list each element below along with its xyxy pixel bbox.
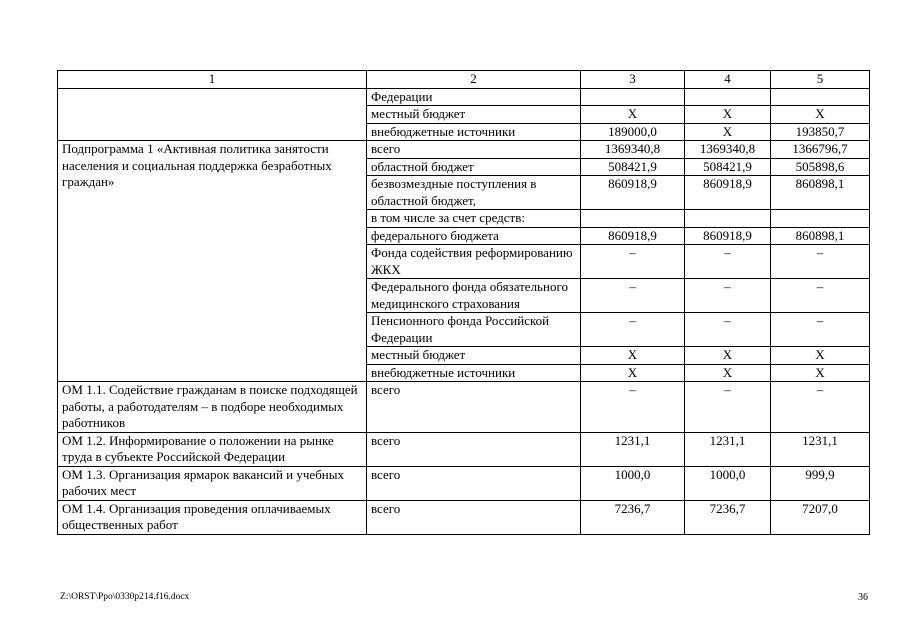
table-cell: всего (367, 432, 581, 466)
table-cell: 508421,9 (581, 158, 685, 176)
table-cell: X (771, 347, 870, 365)
table-row (58, 382, 870, 433)
table-cell: внебюджетные источники (367, 123, 581, 141)
table-cell: местный бюджет (367, 347, 581, 365)
table-cell (58, 88, 367, 141)
table-cell: 508421,9 (685, 158, 771, 176)
table-row (58, 432, 870, 466)
table-cell: местный бюджет (367, 106, 581, 124)
table-cell: Пенсионного фонда Российской Федерации (367, 313, 581, 347)
header-cell: 5 (771, 71, 870, 89)
table-cell: – (771, 245, 870, 279)
table-cell (581, 88, 685, 106)
header-cell: 3 (581, 71, 685, 89)
table-cell: 1231,1 (771, 432, 870, 466)
table-cell: – (685, 382, 771, 433)
table-cell: ОМ 1.4. Организация проведения оплачиваемых общественных работ (58, 500, 367, 534)
table-cell: X (771, 364, 870, 382)
table-cell: 7236,7 (685, 500, 771, 534)
table-cell: X (685, 123, 771, 141)
table-cell: 860918,9 (581, 227, 685, 245)
table-cell: 1231,1 (581, 432, 685, 466)
table-cell: – (581, 313, 685, 347)
table-cell: всего (367, 141, 581, 159)
table-cell: ОМ 1.1. Содействие гражданам в поиске подходящей работы, а работодателям – в подборе необходимых работников (58, 382, 367, 433)
table-cell: X (685, 364, 771, 382)
table-cell: – (771, 313, 870, 347)
table-cell: 7236,7 (581, 500, 685, 534)
table-cell: ОМ 1.3. Организация ярмарок вакансий и учебных рабочих мест (58, 466, 367, 500)
table-row (58, 141, 870, 159)
table-cell: 1231,1 (685, 432, 771, 466)
header-cell: 2 (367, 71, 581, 89)
budget-table (57, 70, 870, 535)
table-cell: всего (367, 466, 581, 500)
table-cell: 999,9 (771, 466, 870, 500)
table-cell: 189000,0 (581, 123, 685, 141)
table-row (58, 500, 870, 534)
table-cell (771, 88, 870, 106)
table-cell (771, 210, 870, 228)
table-cell: X (685, 347, 771, 365)
table-cell (685, 88, 771, 106)
table-cell: безвозмездные поступления в областной бюджет, (367, 176, 581, 210)
table-cell: – (771, 279, 870, 313)
table-cell: 1369340,8 (685, 141, 771, 159)
table-cell: – (771, 382, 870, 433)
table-cell: 1000,0 (581, 466, 685, 500)
table-cell: всего (367, 382, 581, 433)
table-cell: 193850,7 (771, 123, 870, 141)
table-cell (581, 210, 685, 228)
table-cell: Федерального фонда обязательного медицинского страхования (367, 279, 581, 313)
table-cell: – (685, 245, 771, 279)
header-cell: 4 (685, 71, 771, 89)
table-cell: ОМ 1.2. Информирование о положении на рынке труда в субъекте Российской Федерации (58, 432, 367, 466)
table-cell: федерального бюджета (367, 227, 581, 245)
table-cell: – (581, 245, 685, 279)
table-cell: X (581, 347, 685, 365)
table-cell: 860898,1 (771, 227, 870, 245)
table-row (58, 88, 870, 106)
table-cell: Фонда содействия реформированию ЖКХ (367, 245, 581, 279)
table-cell: 1369340,8 (581, 141, 685, 159)
table-cell: – (581, 382, 685, 433)
table-cell: 7207,0 (771, 500, 870, 534)
table-cell: – (685, 279, 771, 313)
page-number: 36 (858, 592, 868, 603)
subprogram-title: Подпрограмма 1 «Активная политика занятости населения и социальная поддержка безработных граждан» (58, 141, 367, 382)
table-cell: – (685, 313, 771, 347)
table-cell: 860918,9 (685, 227, 771, 245)
header-row (58, 71, 870, 89)
table-cell: X (771, 106, 870, 124)
table-cell: Федерации (367, 88, 581, 106)
table-cell: X (685, 106, 771, 124)
table-cell: 1000,0 (685, 466, 771, 500)
table-cell: X (581, 106, 685, 124)
table-cell: 505898,6 (771, 158, 870, 176)
table-cell: 860918,9 (685, 176, 771, 210)
header-cell: 1 (58, 71, 367, 89)
table-cell: областной бюджет (367, 158, 581, 176)
table-cell: всего (367, 500, 581, 534)
table-row (58, 466, 870, 500)
table-cell: внебюджетные источники (367, 364, 581, 382)
table-cell (685, 210, 771, 228)
table-cell: – (581, 279, 685, 313)
table-cell: в том числе за счет средств: (367, 210, 581, 228)
table-cell: 1366796,7 (771, 141, 870, 159)
table-cell: X (581, 364, 685, 382)
file-path: Z:\ORST\Ppo\0330p214.f16.docx (60, 592, 190, 602)
table-cell: 860918,9 (581, 176, 685, 210)
table-cell: 860898,1 (771, 176, 870, 210)
